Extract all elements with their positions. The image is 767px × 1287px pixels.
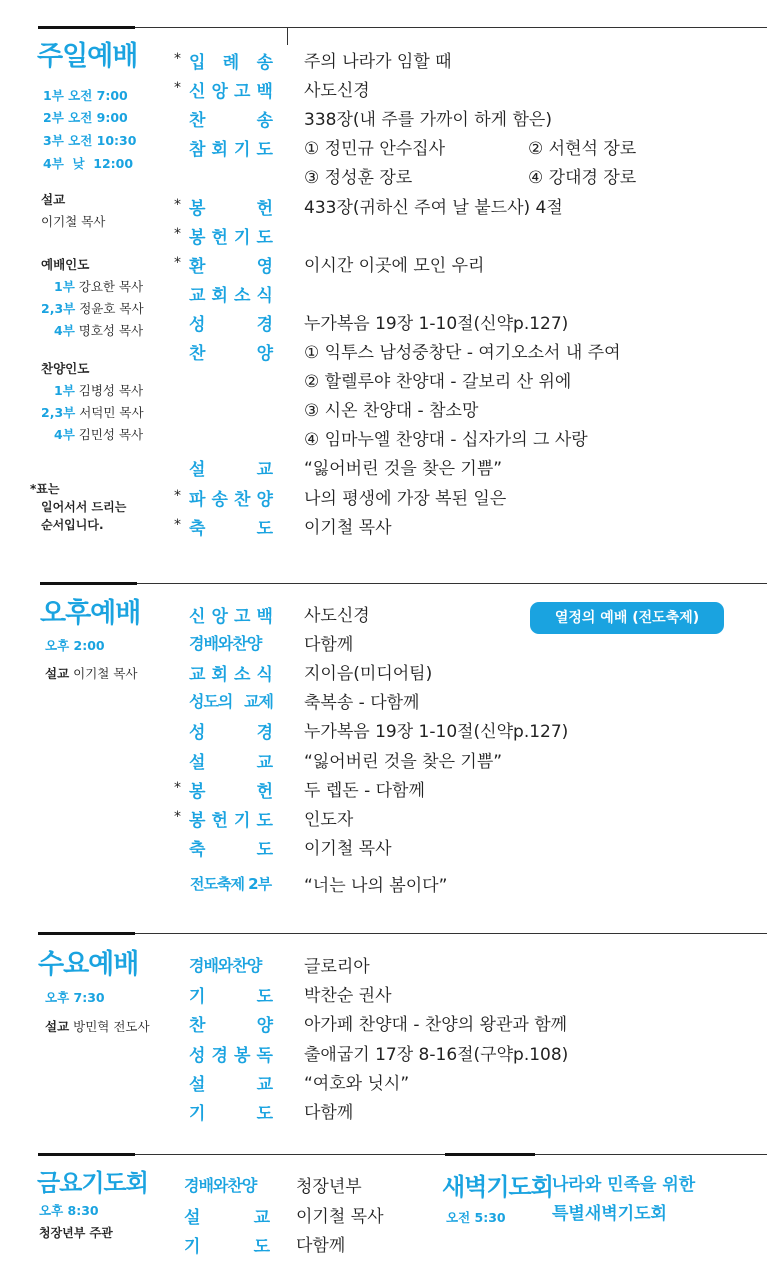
sunday-time-1: 1부 오전 7:00	[43, 88, 128, 103]
afternoon-rule	[137, 583, 767, 584]
wednesday-sermon: 설교 방민혁 전도사	[45, 1019, 150, 1034]
order-label: 찬 양	[189, 344, 273, 364]
sunday-time-3: 3부 오전 10:30	[43, 133, 137, 148]
order-label: 설 교	[184, 1207, 270, 1228]
order-value: 인도자	[304, 809, 354, 830]
order-value: 338장(내 주를 가까이 하게 함은)	[304, 110, 552, 131]
order-value: ① 익투스 남성중창단 - 여기오소서 내 주여	[304, 343, 621, 363]
order-label: 기 도	[189, 987, 273, 1008]
dawn-title: 새벽기도회	[442, 1173, 553, 1201]
sunday-time-4: 4부 낮 12:00	[43, 156, 134, 171]
friday-host: 청장년부 주관	[39, 1226, 113, 1240]
order-value: 사도신경	[304, 606, 370, 626]
order-label: 환 영	[189, 256, 273, 277]
order-value: 축복송 - 다함께	[304, 693, 420, 714]
order-label: 교 회 소 식	[189, 665, 273, 686]
order-value: 누가복음 19장 1-10절(신약p.127)	[304, 722, 569, 743]
friday-rule	[135, 1154, 445, 1155]
order-label: 성 경	[189, 314, 273, 335]
afternoon-extra-value: “너는 나의 봄이다”	[304, 876, 448, 896]
sunday-leader-1: 1부 강요한 목사	[54, 279, 144, 294]
order-value: 이기철 목사	[296, 1206, 384, 1227]
wednesday-rule	[135, 933, 767, 934]
order-value: 두 렙돈 - 다함께	[304, 780, 425, 801]
afternoon-title: 오후예배	[40, 598, 141, 629]
sunday-time-2: 2부 오전 9:00	[43, 110, 128, 125]
order-value: 박찬순 권사	[304, 986, 392, 1007]
order-value: ③ 시온 찬양대 - 참소망	[304, 401, 479, 422]
order-label: 봉 헌	[189, 781, 273, 802]
order-label: 파 송 찬 양	[189, 489, 273, 510]
order-label: 경배와찬양	[184, 1176, 257, 1195]
sunday-praise-3: 4부 김민성 목사	[54, 427, 144, 442]
order-label: 봉 헌 기 도	[189, 810, 273, 831]
friday-title-bar	[38, 1153, 135, 1156]
stand-marker: *	[174, 80, 181, 97]
sunday-rule-tick	[287, 27, 288, 45]
order-label: 경배와찬양	[189, 956, 262, 975]
stand-marker: *	[174, 254, 181, 271]
wednesday-title: 수요예배	[38, 949, 139, 980]
sunday-praise-label: 찬양인도	[41, 361, 90, 376]
order-label: 찬 송	[189, 111, 273, 132]
sunday-praise-2: 2,3부 서덕민 목사	[41, 405, 144, 420]
order-label: 성 경 봉 독	[189, 1045, 273, 1066]
sunday-leader-2: 2,3부 정윤호 목사	[41, 301, 144, 316]
order-label: 신 앙 고 백	[189, 607, 273, 627]
sunday-sermon-name: 이기철 목사	[41, 214, 106, 229]
order-value-secondary: ④ 강대경 장로	[528, 168, 637, 189]
order-value: ④ 임마누엘 찬양대 - 십자가의 그 사랑	[304, 430, 588, 451]
afternoon-badge: 열정의 예배 (전도축제)	[530, 602, 724, 634]
order-value: 이시간 이곳에 모인 우리	[304, 255, 485, 276]
order-value: ① 정민규 안수집사	[304, 139, 446, 160]
order-value: 지이음(미디어팀)	[304, 664, 433, 685]
order-label: 신 앙 고 백	[189, 82, 273, 103]
stand-marker: *	[174, 516, 181, 533]
order-value: 이기철 목사	[304, 838, 392, 859]
order-label: 설 교	[189, 752, 273, 773]
stand-marker: *	[174, 779, 181, 796]
order-value: 이기철 목사	[304, 517, 392, 538]
sunday-sermon-label: 설교	[41, 192, 66, 207]
order-label: 성 경	[189, 723, 273, 744]
order-value: ③ 정성훈 장로	[304, 168, 413, 189]
order-label: 경배와찬양	[189, 634, 262, 654]
order-value: 433장(귀하신 주여 날 붙드사) 4절	[304, 197, 563, 218]
order-value: 아가페 찬양대 - 찬양의 왕관과 함께	[304, 1015, 568, 1036]
order-label: 봉 헌	[189, 198, 273, 219]
sunday-note-line-1: *표는	[30, 482, 60, 496]
order-label: 성도의 교제	[189, 692, 273, 712]
order-label: 축 도	[189, 518, 273, 539]
order-label: 설 교	[189, 460, 273, 481]
stand-marker: *	[174, 487, 181, 504]
dawn-title-bar	[445, 1153, 535, 1156]
wednesday-time: 오후 7:30	[45, 990, 105, 1005]
order-label: 봉 헌 기 도	[189, 227, 273, 248]
stand-marker: *	[174, 51, 181, 67]
sunday-leaders-label: 예배인도	[41, 257, 90, 272]
order-value: 다함께	[296, 1236, 346, 1256]
friday-title: 금요기도회	[37, 1169, 148, 1197]
order-value: 사도신경	[304, 81, 370, 102]
sunday-note-line-3: 순서입니다.	[41, 518, 104, 532]
order-value: 출애굽기 17장 8-16절(구약p.108)	[304, 1044, 569, 1065]
order-label: 찬 양	[189, 1016, 273, 1037]
afternoon-time: 오후 2:00	[45, 638, 105, 653]
order-value: “잃어버린 것을 찾은 기쁨”	[304, 751, 503, 772]
order-value: 나의 평생에 가장 복된 일은	[304, 488, 507, 509]
order-label: 참 회 기 도	[189, 140, 273, 161]
sunday-praise-1: 1부 김병성 목사	[54, 383, 144, 398]
order-label: 축 도	[189, 839, 273, 860]
sunday-leader-3: 4부 명호성 목사	[54, 323, 144, 338]
dawn-desc-line-1: 나라와 민족을 위한	[552, 1175, 696, 1195]
order-value: 주의 나라가 임할 때	[304, 52, 452, 72]
afternoon-sermon: 설교 이기철 목사	[45, 666, 138, 681]
order-label: 기 도	[184, 1237, 270, 1257]
order-label: 입 례 송	[189, 53, 273, 73]
stand-marker: *	[174, 196, 181, 213]
dawn-time: 오전 5:30	[446, 1210, 506, 1225]
order-value: 누가복음 19장 1-10절(신약p.127)	[304, 313, 569, 334]
stand-marker: *	[174, 808, 181, 825]
wednesday-title-bar	[38, 932, 135, 935]
order-value: “여호와 닛시”	[304, 1073, 410, 1094]
afternoon-title-bar	[40, 582, 137, 585]
stand-marker: *	[174, 225, 181, 242]
order-label: 설 교	[189, 1074, 273, 1095]
afternoon-extra-label: 전도축제 2부	[190, 875, 272, 893]
sunday-rule	[135, 27, 767, 28]
friday-time: 오후 8:30	[39, 1203, 99, 1218]
sunday-title: 주일예배	[37, 41, 138, 72]
order-value: 글로리아	[304, 957, 370, 977]
order-value: ② 할렐루야 찬양대 - 갈보리 산 위에	[304, 372, 572, 393]
dawn-desc-line-2: 특별새벽기도회	[552, 1204, 667, 1224]
order-label: 교 회 소 식	[189, 285, 273, 306]
order-value: 청장년부	[296, 1177, 362, 1197]
sunday-title-bar	[38, 26, 135, 29]
order-value: 다함께	[304, 635, 354, 656]
order-value-secondary: ② 서현석 장로	[528, 139, 637, 160]
order-value: “잃어버린 것을 찾은 기쁨”	[304, 459, 503, 480]
sunday-note-line-2: 일어서서 드리는	[41, 500, 127, 514]
order-value: 다함께	[304, 1103, 354, 1123]
dawn-rule	[535, 1154, 767, 1155]
order-label: 기 도	[189, 1104, 273, 1124]
